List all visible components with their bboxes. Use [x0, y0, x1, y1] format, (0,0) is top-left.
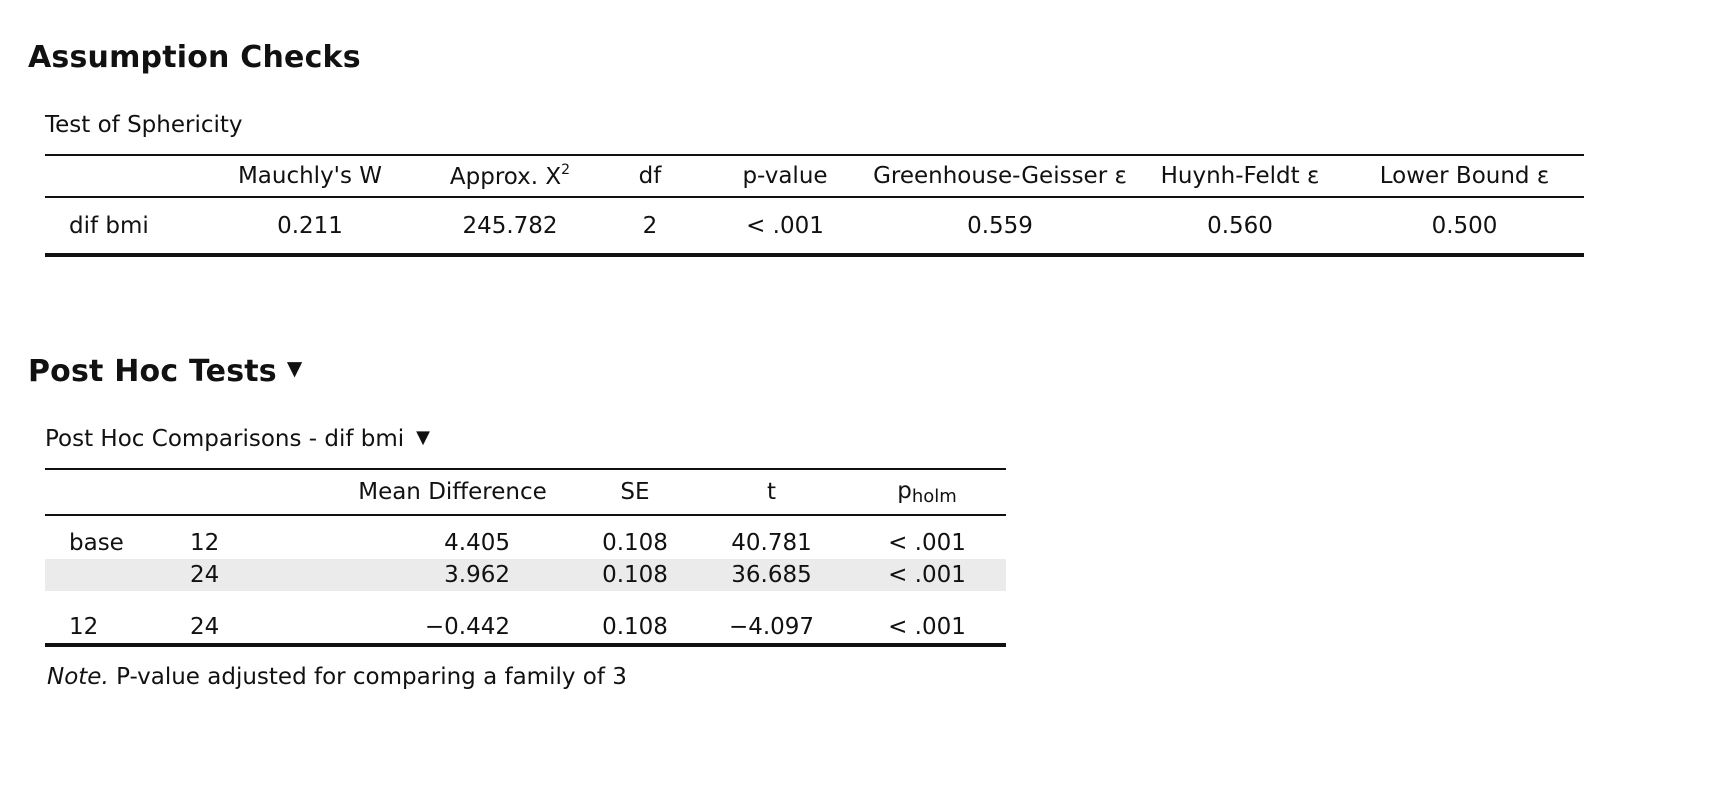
header-p-value: p-value — [705, 155, 865, 197]
cell-comparison-b: 12 — [190, 530, 220, 556]
cell-comparison-b: 24 — [190, 559, 290, 591]
cell-t: 40.781 — [731, 530, 812, 556]
header-approx-chi-sup: 2 — [561, 162, 571, 178]
post-hoc-comparisons-title — [45, 426, 430, 452]
cell-approx-chi: 245.782 — [425, 197, 595, 255]
header-approx-chi-square — [425, 155, 595, 197]
cell-p-value: < .001 — [705, 197, 865, 255]
sphericity-header-row — [45, 155, 1584, 197]
cell-p-holm: < .001 — [848, 559, 1006, 591]
cell-df: 2 — [595, 197, 705, 255]
header-se: SE — [575, 469, 695, 515]
sphericity-table — [45, 154, 1584, 257]
table-row — [45, 197, 1584, 255]
cell-mean-difference: 3.962 — [290, 559, 575, 591]
header-blank — [45, 469, 190, 515]
note-label: Note. — [47, 664, 109, 690]
cell-huynh-feldt: 0.560 — [1135, 197, 1345, 255]
header-greenhouse-geisser: Greenhouse-Geisser ε — [865, 155, 1135, 197]
header-huynh-feldt: Huynh-Feldt ε — [1135, 155, 1345, 197]
sphericity-table-title — [45, 112, 243, 138]
header-p-holm-sub: holm — [911, 485, 957, 507]
cell-se: 0.108 — [575, 611, 695, 645]
cell-lower-bound: 0.500 — [1345, 197, 1584, 255]
cell-comparison-b: 24 — [190, 611, 290, 645]
header-mean-difference: Mean Difference — [290, 469, 575, 515]
cell-t: −4.097 — [695, 611, 848, 645]
cell-se: 0.108 — [602, 530, 668, 556]
assumption-checks-heading — [28, 40, 361, 75]
post-hoc-comparisons-title-text: Post Hoc Comparisons - dif bmi — [45, 426, 405, 452]
cell-greenhouse-geisser: 0.559 — [865, 197, 1135, 255]
row-label: dif bmi — [45, 197, 195, 255]
table-footnote — [47, 664, 627, 690]
cell-mean-difference: −0.442 — [290, 611, 575, 645]
sphericity-title-text: Test of Sphericity — [45, 112, 243, 138]
cell-se: 0.108 — [575, 559, 695, 591]
header-lower-bound: Lower Bound ε — [1345, 155, 1584, 197]
cell-p-holm: < .001 — [888, 530, 966, 556]
table-row — [45, 559, 1006, 591]
header-t: t — [695, 469, 848, 515]
post-hoc-tests-title: Post Hoc Tests — [28, 354, 277, 389]
post-hoc-header-row — [45, 469, 1006, 515]
header-p-holm-base: p — [897, 477, 912, 504]
post-hoc-tests-heading — [28, 354, 302, 389]
note-text: P-value adjusted for comparing a family of 3 — [108, 664, 627, 690]
header-approx-chi-base: Approx. X — [449, 164, 562, 190]
header-blank — [45, 155, 195, 197]
cell-mauchly-w: 0.211 — [195, 197, 425, 255]
table-row — [45, 611, 1006, 645]
assumption-checks-title: Assumption Checks — [28, 40, 361, 75]
cell-p-holm: < .001 — [848, 611, 1006, 645]
cell-comparison-a: base — [69, 530, 124, 556]
cell-comparison-a — [45, 559, 190, 591]
cell-mean-difference: 4.405 — [444, 530, 510, 556]
collapse-triangle-icon[interactable]: ▼ — [286, 356, 303, 380]
header-blank — [190, 469, 290, 515]
header-mauchly-w: Mauchly's W — [195, 155, 425, 197]
post-hoc-comparisons-table — [45, 468, 1006, 647]
cell-t: 36.685 — [695, 559, 848, 591]
header-df: df — [595, 155, 705, 197]
header-p-holm — [848, 469, 1006, 515]
table-options-triangle-icon[interactable]: ▼ — [416, 427, 431, 448]
table-row — [45, 527, 1006, 559]
cell-comparison-a: 12 — [45, 611, 190, 645]
